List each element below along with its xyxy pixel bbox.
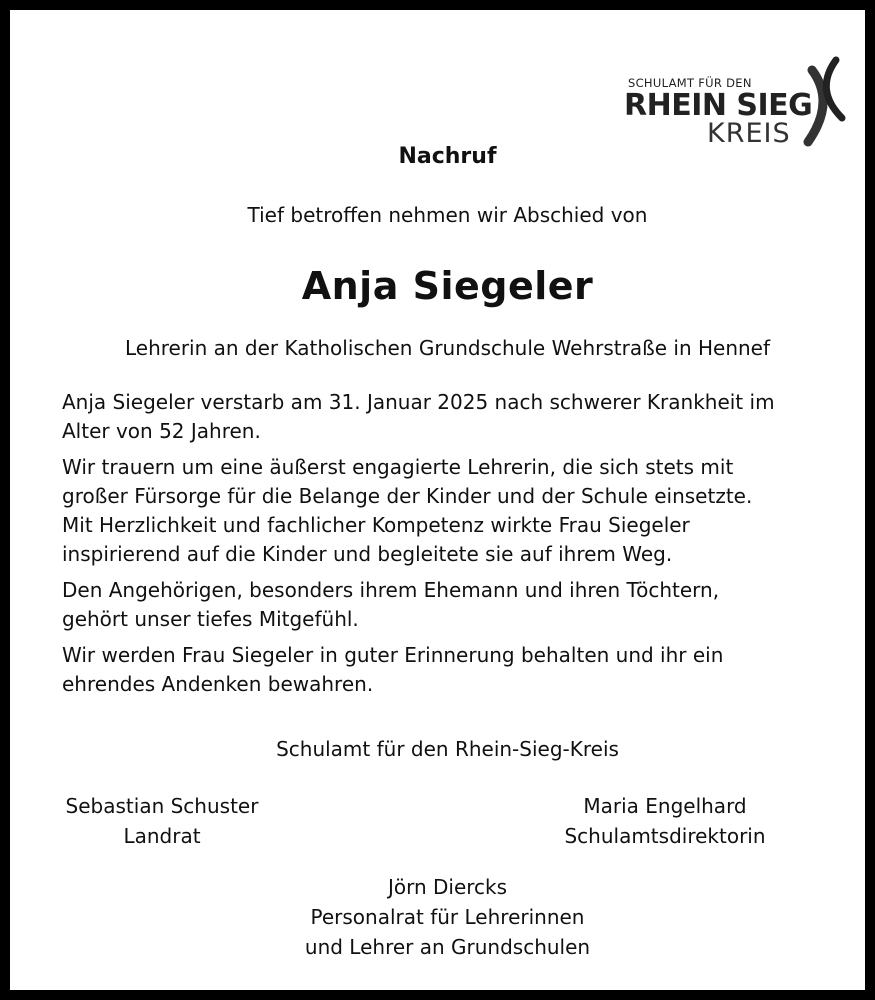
logo-line-2: RHEIN SIEG — [624, 88, 813, 123]
schulamt-logo — [622, 56, 847, 156]
signatory-bottom-name: Jörn Diercks — [387, 875, 508, 899]
paragraph-4: Wir werden Frau Siegeler in guter Erinnerung behalten und ihr ein ehrendes Andenken bewahren. — [62, 643, 724, 696]
heading: Nachruf — [398, 144, 497, 169]
signatory-bottom-title-1: Personalrat für Lehrerinnen — [310, 905, 585, 929]
logo-line-3: KREIS — [707, 118, 791, 149]
signatory-right-name: Maria Engelhard — [583, 794, 747, 818]
signatory-left-name: Sebastian Schuster — [65, 794, 259, 818]
obituary-text — [62, 388, 832, 706]
sender-line: Schulamt für den Rhein-Sieg-Kreis — [276, 737, 619, 761]
deceased-role: Lehrerin an der Katholischen Grundschule Wehrstraße in Hennef — [124, 336, 771, 360]
signatory-bottom — [20, 872, 875, 962]
signatory-left-title: Landrat — [123, 824, 201, 848]
paragraph-2: Wir trauern um eine äußerst engagierte Lehrerin, die sich stets mit großer Fürsorge für die Belange der Kinder und der Schule einsetzte. Mit Herzlichkeit und fachlicher Kompetenz wirkte Frau Siegeler inspirierend auf die Kinder und begleitete sie auf ihrem Weg. — [62, 455, 753, 566]
logo-mark-icon — [790, 56, 848, 148]
signatory-bottom-title-2: und Lehrer an Grundschulen — [304, 935, 591, 959]
signatory-right — [560, 791, 770, 851]
deceased-name: Anja Siegeler — [301, 264, 594, 308]
intro-line: Tief betroffen nehmen wir Abschied von — [247, 203, 648, 227]
signatory-left — [62, 791, 262, 851]
signatory-right-title: Schulamtsdirektorin — [564, 824, 766, 848]
paragraph-3: Den Angehörigen, besonders ihrem Ehemann und ihren Töchtern, gehört unser tiefes Mitgefühl. — [62, 578, 720, 631]
paragraph-1: Anja Siegeler verstarb am 31. Januar 2025 nach schwerer Krankheit im Alter von 52 Jahren. — [62, 390, 775, 443]
logo-line-1: SCHULAMT FÜR DEN — [628, 76, 752, 90]
